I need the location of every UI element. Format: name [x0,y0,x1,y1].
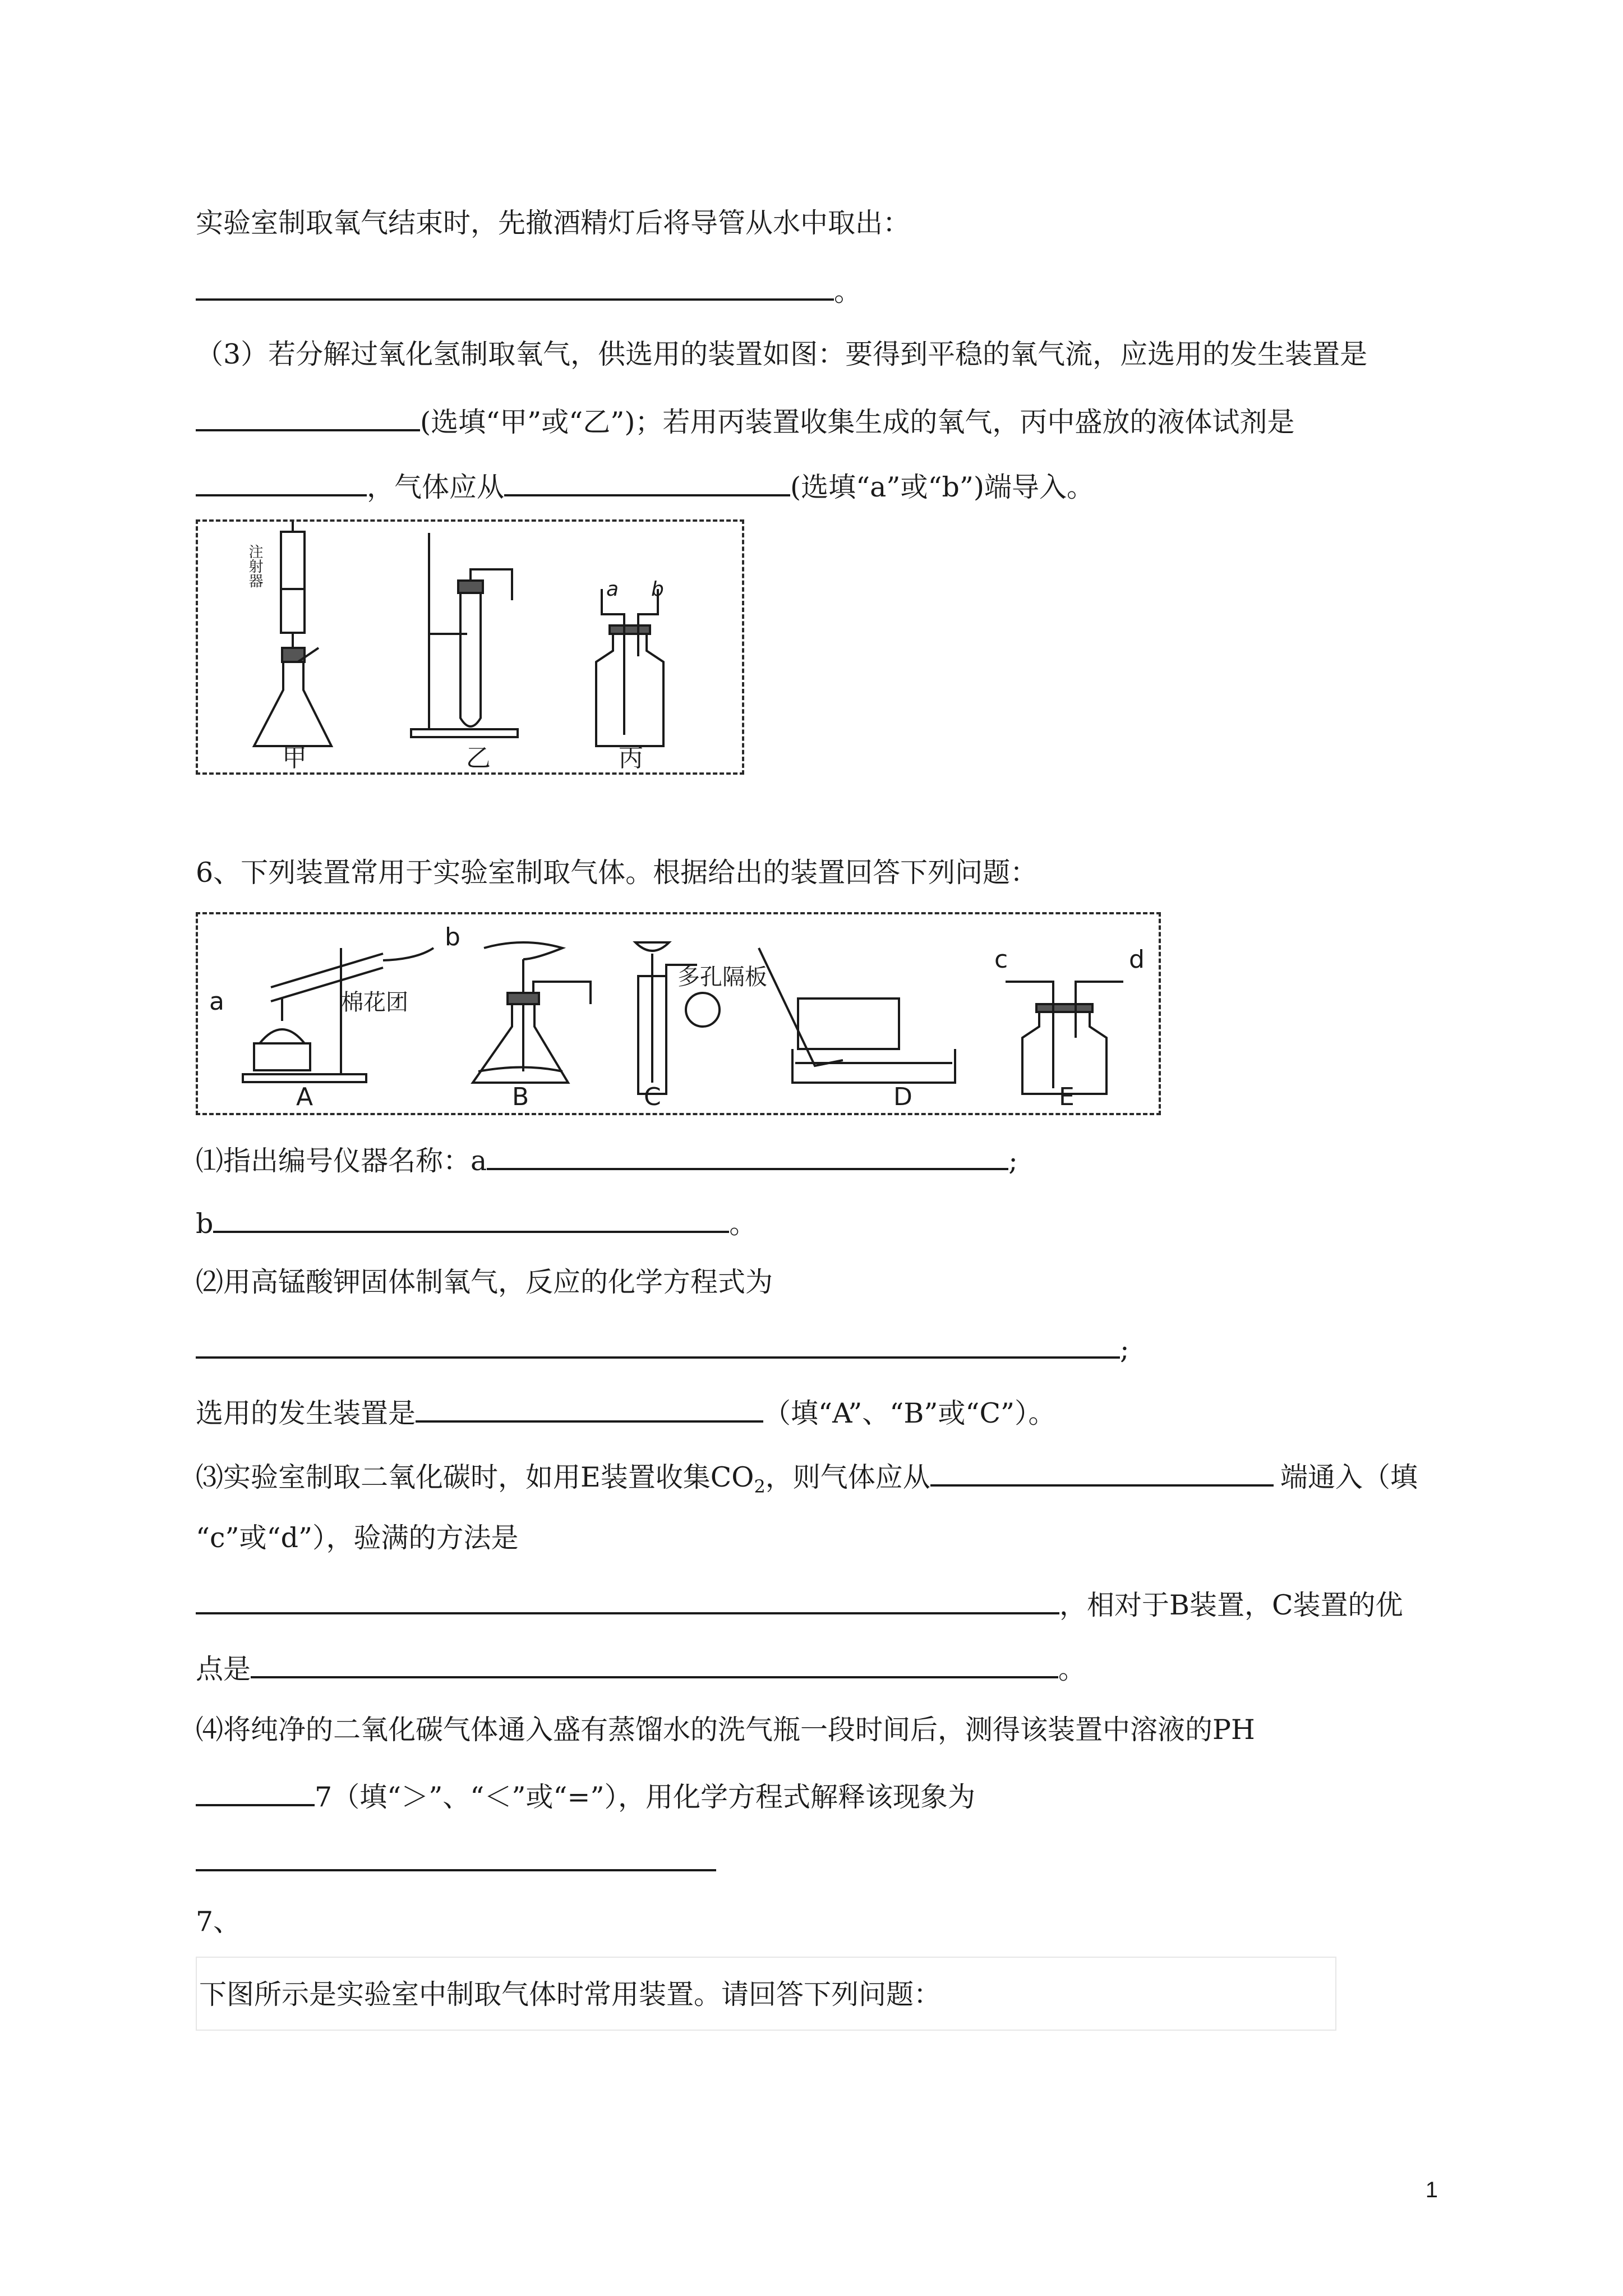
label-B: B [512,1083,529,1111]
question-6-3b: “c”或“d”），验满的方法是 [196,1522,519,1554]
port-b-label: b [651,578,664,601]
text-line-1: 实验室制取氧气结束时，先撤酒精灯后将导管从水中取出： [196,207,911,239]
answer-blank[interactable] [504,467,790,496]
question-6-4c [196,1842,716,1879]
question-6-3d: 点是 。 [196,1649,1086,1686]
answer-blank[interactable] [416,1393,763,1423]
syringe-label: 注射器 [246,544,263,588]
label-a: a [209,987,224,1016]
label-D: D [893,1083,912,1111]
cotton-label: 棉花团 [341,990,408,1015]
answer-blank[interactable] [196,1585,1059,1614]
question-7: 7、 [196,1906,241,1938]
answer-blank[interactable] [213,1204,729,1233]
question-6-4a: ⑷将纯净的二氧化碳气体通入盛有蒸馏水的洗气瓶一段时间后，测得该装置中溶液的PH [196,1714,1255,1746]
question-3: （3）若分解过氧化氢制取氧气，供选用的装置如图：要得到平稳的氧气流，应选用的发生装置是 [196,338,1368,370]
text-line-2: 。 [196,272,861,309]
page-number: 1 [1425,2178,1438,2202]
question-6-2: ⑵用高锰酸钾固体制氧气，反应的化学方程式为 [196,1266,773,1298]
question-6-4b: 7（填“＞”、“＜”或“=”），用化学方程式解释该现象为 [196,1777,975,1814]
question-6-1b: b 。 [196,1204,757,1241]
label-jia: 甲 [282,744,307,772]
answer-blank[interactable] [196,1777,315,1806]
answer-blank[interactable] [196,1329,1120,1359]
figure-apparatus-1 [196,519,744,775]
label-d: d [1129,945,1145,974]
question-6-1a: ⑴指出编号仪器名称：a ; [196,1141,1018,1178]
question-3-line-2: (选填“甲”或“乙”)；若用丙装置收集生成的氧气，丙中盛放的液体试剂是 [196,402,1294,439]
question-6-2-device: 选用的发生装置是 （填“A”、“B”或“C”）。 [196,1393,1056,1430]
question-6-3a: ⑶实验室制取二氧化碳时，如用E装置收集$CO_2$，则气体应从 端通入（填 [196,1457,1418,1503]
question-7-text: 下图所示是实验室中制取气体时常用装置。请回答下列问题： [199,1978,942,2010]
label-A: A [296,1083,313,1111]
apparatus-drawing-1 [198,522,742,772]
question-6: 6、下列装置常用于实验室制取气体。根据给出的装置回答下列问题： [196,857,1038,889]
label-c: c [994,945,1008,974]
answer-blank[interactable] [487,1141,1008,1170]
question-6-2-equation: ; [196,1329,1129,1366]
answer-blank[interactable] [196,1842,716,1871]
answer-blank[interactable] [196,272,834,301]
label-yi: 乙 [466,744,491,772]
answer-blank[interactable] [196,467,367,496]
answer-blank[interactable] [251,1649,1058,1678]
answer-blank[interactable] [196,402,420,431]
question-3-line-3: ，气体应从 (选填“a”或“b”)端导入。 [196,467,1094,504]
porous-plate-label: 多孔隔板 [677,964,767,990]
port-a-label: a [606,578,619,601]
answer-blank[interactable] [930,1457,1274,1487]
question-6-3c: ，相对于B装置，C装置的优 [196,1585,1403,1622]
label-E: E [1059,1083,1075,1111]
label-b: b [445,923,460,951]
figure-apparatus-2 [196,912,1161,1115]
label-bing: 丙 [619,744,643,772]
label-C: C [644,1083,661,1111]
